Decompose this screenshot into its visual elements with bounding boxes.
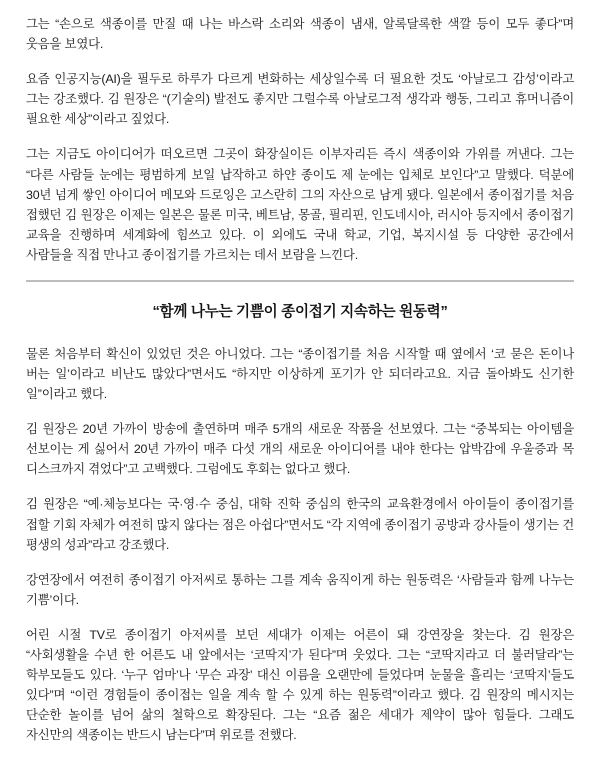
article-paragraph: 김 원장은 “예·체능보다는 국·영·수 중심, 대학 진학 중심의 한국의 교육환경에서 아이들이 종이접기를 접할 기회 자체가 여전히 많지 않다는 점은 아쉽다”면서도 “각 지역에 종이접기 공방과 강사들이 생기는 건 평생의 성과”라고 강조했다.	[26, 497, 574, 552]
section-heading: “함께 나누는 기쁨이 종이접기 지속하는 원동력”	[152, 304, 448, 321]
article-paragraph: 물론 처음부터 확신이 있었던 것은 아니었다. 그는 “종이접기를 처음 시작할 때 옆에서 ‘코 묻은 돈이나 버는 일’이라고 비난도 많았다”면서도 “하지만 이상하게 포기가 안 되더라고요. 지금 돌아봐도 신기한 일”이라고 했다.	[26, 346, 574, 402]
article-paragraph: 강연장에서 여전히 종이접기 아저씨로 통하는 그를 계속 움직이게 하는 원동력은 ‘사람들과 함께 나누는 기쁨’이다.	[26, 572, 574, 607]
section-divider	[26, 280, 574, 282]
article-paragraph: 김 원장은 20년 가까이 방송에 출연하며 매주 5개의 새로운 작품을 선보였다. 그는 “중복되는 아이템을 선보이는 게 싫어서 20년 가까이 매주 다섯 개의 새로운 아이디어를 내야 한다는 압박감에 우울증과 목 디스크까지 겪었다”고 고백했다. 그럼에도 후회는 없다고 했다.	[26, 422, 574, 477]
article-paragraph: 그는 지금도 아이디어가 떠오르면 그곳이 화장실이든 이부자리든 즉시 색종이와 가위를 꺼낸다. 그는 “다른 사람들 눈에는 평범하게 보일 납작하고 하얀 종이도 제 눈에는 입체로 보인다”고 말했다. 덕분에 30년 넘게 쌓인 아이디어 메모와 드로잉은 고스란히 그의 자산으로 남게 됐다. 일본에서 종이접기를 처음 접했던 김 원장은 이제는 일본은 물론 미국, 베트남, 몽골, 필리핀, 인도네시아, 러시아 등지에서 종이접기 교육을 진행하며 세계화에 힘쓰고 있다. 이 외에도 국내 학교, 기업, 복지시설 등 다양한 공간에서 사람들을 직접 만나고 종이접기를 가르치는 데서 보람을 느낀다.	[26, 147, 574, 262]
article-paragraph: 요즘 인공지능(AI)을 필두로 하루가 다르게 변화하는 세상일수록 더 필요한 것도 ‘아날로그 감성’이라고 그는 강조했다. 김 원장은 “(기술의) 발전도 좋지만 그럴수록 아날로그적 생각과 행동, 그리고 휴머니즘이 필요한 세상”이라고 짚었다.	[26, 72, 574, 127]
article-paragraph: 어린 시절 TV로 종이접기 아저씨를 보던 세대가 이제는 어른이 돼 강연장을 찾는다. 김 원장은 “사회생활을 수년 한 어른도 내 앞에서는 ‘코딱지’가 된다”며 웃었다. 그는 “코딱지라고 더 불러달라”는 학부모들도 있다. ‘누구 엄마’나 ‘무슨 과장’ 대신 이름을 오랜만에 들었다며 눈물을 흘리는 ‘코딱지’들도 있다”며 “이런 경험들이 종이접는 일을 계속 할 수 있게 하는 원동력”이라고 했다. 김 원장의 메시지는 단순한 놀이를 넘어 삶의 철학으로 확장된다. 그는 “요즘 젊은 세대가 제약이 많아 힘들다. 그래도 자신만의 색종이는 반드시 남는다”며 위로를 전했다.	[26, 627, 574, 743]
article-paragraph: 그는 “손으로 색종이를 만질 때 나는 바스락 소리와 색종이 냄새, 알록달록한 색깔 등이 모두 좋다”며 웃음을 보였다.	[26, 17, 574, 52]
